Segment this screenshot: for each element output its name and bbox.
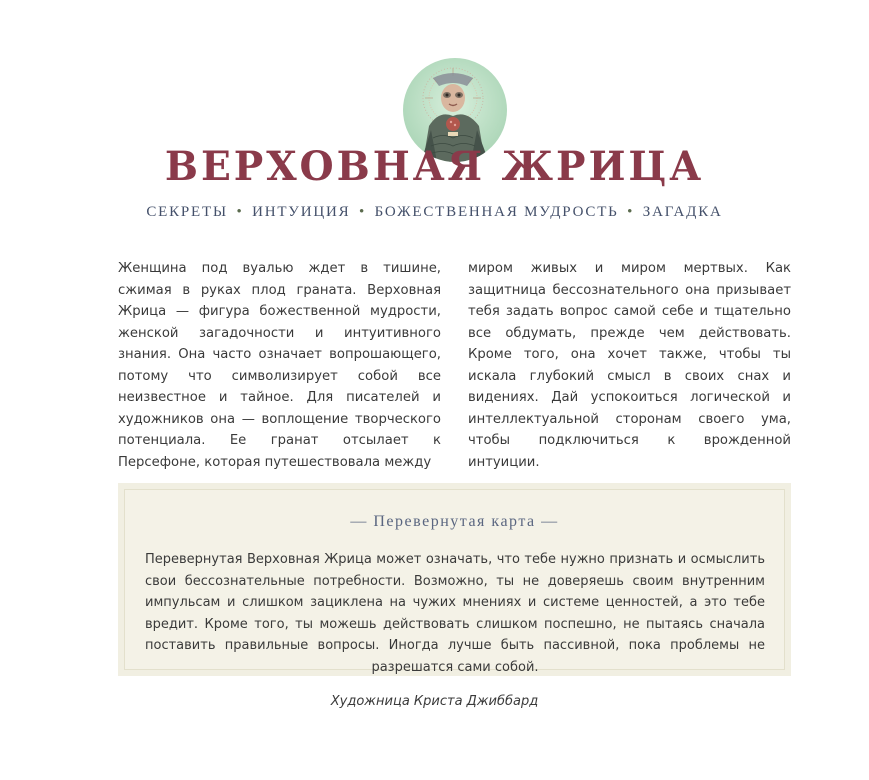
body-column-left: Женщина под вуалью ждет в тишине, сжимая в руках плод граната. Верховная Жрица — фигура божественной мудрости, женской загадочности и интуитивного знания. Она часто означает вопрошающего, потому что символизирует собой все неизвестное и тайное. Для писателей и художников она — воплощение творческого потенциала. Ее гранат отсылает к Персефоне, которая путешествовала между: [118, 261, 441, 470]
body-column-right: миром живых и миром мертвых. Как защитница бессознательного она призывает тебя задать вопрос самой себе и тщательно все обдумать, прежде чем действовать. Кроме того, она хочет также, чтобы ты искала глубокий смысл в своих снах и видениях. Дай успокоиться логической и интеллектуальной сторонам своего ума, чтобы подключиться к врожденной интуиции.: [468, 261, 791, 470]
reversed-card-text: Перевернутая Верховная Жрица может означать, что тебе нужно признать и осмыслить свои бессознательные потребности. Возможно, ты не доверяешь своим внутренним импульсам и слишком зациклена на чужих мнениях и системе ценностей, а это тебе вредит. Кроме того, ты можешь действовать слишком поспешно, не пытаясь сначала поставить правильные вопросы. Иногда лучше быть пассивной, пока проблемы не разрешатся сами собой.: [145, 552, 765, 675]
artist-credit: Художница Криста Джиббард: [330, 694, 539, 709]
keywords-line: [0, 204, 869, 221]
reversed-card-panel-inner: [124, 489, 785, 675]
reversed-card-panel: [118, 483, 791, 676]
keyword: СЕКРЕТЫ: [146, 204, 228, 220]
keyword: ИНТУИЦИЯ: [252, 204, 351, 220]
keyword-separator: •: [236, 204, 244, 220]
keyword-separator: •: [627, 204, 635, 220]
keyword: ЗАГАДКА: [642, 204, 723, 220]
reversed-card-heading: — Перевернутая карта —: [350, 513, 559, 530]
page-title: ВЕРХОВНАЯ ЖРИЦА: [164, 143, 705, 190]
keyword-separator: •: [358, 204, 367, 220]
keyword: БОЖЕСТВЕННАЯ МУДРОСТЬ: [374, 204, 619, 220]
